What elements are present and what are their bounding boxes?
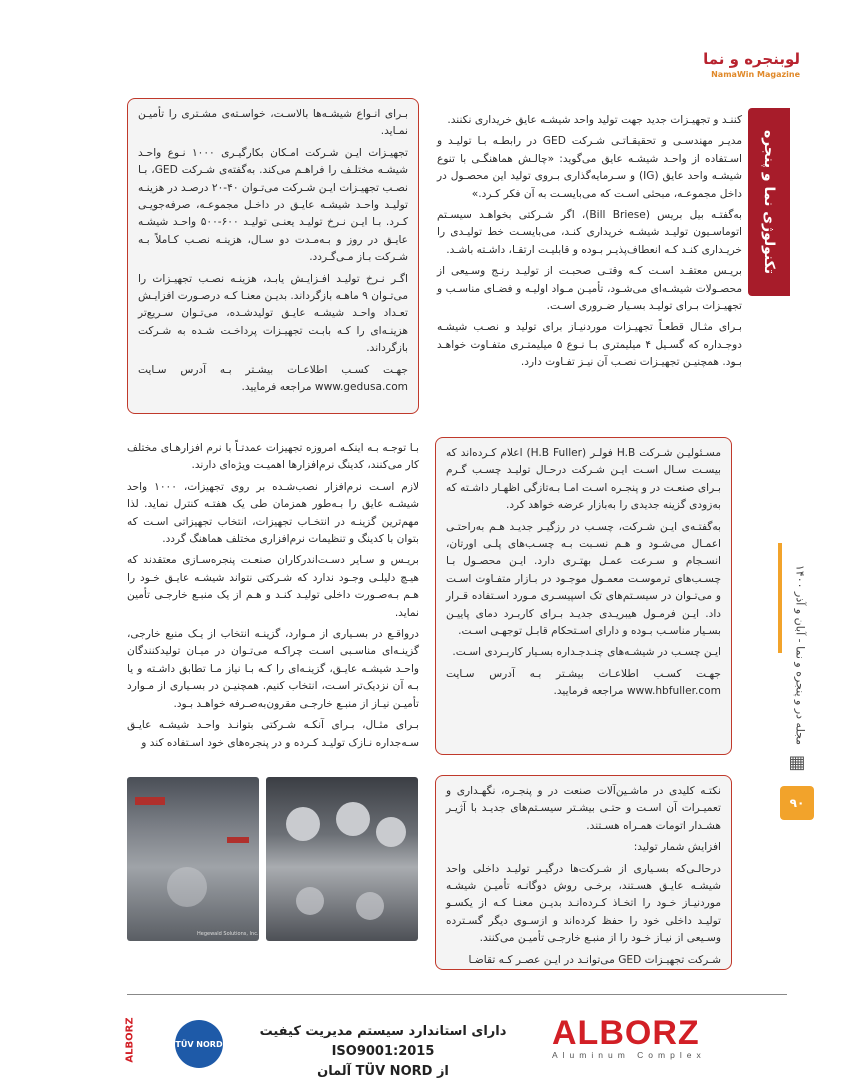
article-column-left-mid bbox=[127, 440, 419, 756]
paragraph: به‌گفتـه بیل بریس (Bill Briese)، اگر شـرکتی بخواهـد سیسـتم اتوماسـیون تولیـد شیشـه خریداری کنـد، می‌بایسـت خط تولیـدی را خریـداری کنـد کـه انعطاف‌پذیـر بـوده و قابلیـت ارتقـا، داشـته باشـد. bbox=[437, 209, 742, 256]
logo-sub-text: NamaWin Magazine bbox=[711, 70, 800, 79]
paragraph: درحالـی‌که بسـیاری از شـرکت‌ها درگیـر تولیـد داخلی واحد شیشـه عایـق هسـتند، برخـی روش دوگانـه تأمیـن شیشـه موردنیـاز خـود را اتخـاذ کـرده‌انـد بدیـن معنـا کـه از یکسـو تولیـد داخلی خود را حفظ کرده‌اند و ازسـوی دیگر گسـترده وسـیعی از نیـاز خـود را از منبـع خارجـی تأمیـن می‌کنند. bbox=[446, 862, 721, 945]
side-logo-text: ALBORZ bbox=[124, 1017, 136, 1063]
paragraph: نکتـه کلیدی در ماشـین‌آلات صنعت در و پنجـره، نگهـداری و تعمیـرات آن اسـت و حتـی بیشـتر سیسـتم‌های جدیـد با آژیـر هشـدار اتومات همـراه هسـتند. bbox=[446, 785, 721, 832]
paragraph: لازم اسـت نرم‌افزار نصب‌شـده بر روی تجهیزات، ۱۰۰۰ واحد شیشـه عایق را بـه‌طور همزمان طی یک هفتـه کنترل نماید. لذا مهم‌ترین گزینـه در انتخـاب تجهیزات، انتخاب تجهیزاتی اسـت که بتوان با کدینگ و تنظیمات نرم‌افزاری مختلف هماهنگ گردد. bbox=[127, 480, 419, 546]
website-line bbox=[138, 362, 408, 397]
paragraph: بـرای مثـال قطعـاً تجهیـزات موردنیـاز برای تولید و نصـب شیشـه دوجـداره که گسـیل ۴ میلیمتری بـا نـوع ۵ میلیمتـری متفـاوت خواهـد بـود. همچنیـن تجهیـزات نصـب آن نیـز تفـاوت دارد. bbox=[437, 321, 742, 369]
website-link[interactable]: www.gedusa.com bbox=[314, 381, 408, 394]
issue-info-text: مجله در و پنجره و نما - آبان و آذر ۱۴۰۰ bbox=[793, 564, 807, 746]
link-prefix: جهـت کسـب اطلاعـات بیشـتر بـه آدرس سـایت bbox=[138, 363, 408, 376]
iso-line-2: از TÜV NORD آلمان bbox=[317, 1064, 449, 1079]
info-box-hbfuller bbox=[435, 437, 732, 755]
paragraph: مدیـر مهندسـی و تحقیقـاتـی شـرکت GED در رابطـه بـا تولیـد و اسـتفاده از واحـد شیشـه عایق می‌گوید: «چالـش هماهنگـی با تنوع شیشـه واحد عایق (IG) و سـرمایه‌گذاری بـروی تولید این محصـول در داخل مجموعـه، مبحثی اسـت که می‌بایسـت به آن فکر کـرد.» bbox=[437, 135, 742, 200]
link-suffix: مراجعه فرمایید. bbox=[553, 685, 624, 698]
paragraph: بـرای مثـال، بـرای آنکـه شـرکتی بتوانـد واحـد شیشـه عایـق سـه‌جداره نـازک تولیـد کـرده و در پنجره‌های خود اسـتفاده کند و bbox=[127, 719, 419, 749]
paragraph: به‌گفتـه‌ی ایـن شـرکت، چسـب در رزگیـر جدیـد هـم به‌راحتـی اعمـال می‌شـود و هـم نسـبت بـه چسـب‌های پلـی اورتان، انسـجام و سـرعت عمـل بهتـری دارد. ایـن محصـول بـا چسـب‌های ترموسـت معمـول موجـود در بـازار متفـاوت اسـت و می‌تـوان در سیسـتم‌های تک اسپیسـری مـورد اسـتفاده قـرار داد. ایـن فرمـول هیبریـدی جدیـد بـرای کاربـرد دمای پاییـن بسـیار مناسـب بـوده و دارای اسـتحکام قابـل توجهـی اسـت. bbox=[446, 520, 721, 638]
iso-certification bbox=[228, 1022, 538, 1080]
paragraph: تجهیـزات ایـن شـرکت امـکان بکارگیـری ۱۰۰۰ نـوع واحـد شیشـه مختلـف را فراهـم می‌کند. به‌گفته‌ی شـرکت GED، بـا نصـب تجهیـزات ایـن شـرکت می‌تـوان ۴۰-۲۰ درصـد در هزینـه تولیـد واحـد شیشـه عایـق در داخـل مجموعـه، صرفه‌جویـی کـرد. بـا ایـن نـرخ تولیـد یعنـی تولیـد ۶۰۰-۵۰۰ واحـد شیشـه عایـق در روز و بـه‌مـدت دو سـال، هزینـه نصـب کـاملاً بـه شـرکت بـاز مـی‌گـردد. bbox=[138, 146, 408, 264]
window-icon: ▦ bbox=[788, 752, 806, 773]
paragraph: بریـس معتقـد اسـت کـه وقتـی صحبـت از تولیـد رنـج وسـیعی از محصـولات شیشـه‌ای می‌شـود، تأمیـن مـواد اولیـه و فضـای مناسـب و تجهیـزات بـرای تولیـد بسـیار ضـروری اسـت. bbox=[437, 265, 742, 313]
issue-info bbox=[790, 560, 810, 750]
photo-caption: Hegewald Solutions, Inc. bbox=[197, 931, 259, 937]
magazine-logo bbox=[640, 50, 800, 86]
alborz-tagline: Aluminum Complex bbox=[552, 1050, 706, 1060]
paragraph: شـرکت تجهیـزات GED می‌توانـد در ایـن عصـر کـه تقاضـا bbox=[468, 953, 721, 966]
alborz-ad-logo bbox=[552, 1016, 732, 1062]
link-suffix: مراجعه فرمایید. bbox=[241, 381, 312, 394]
alborz-wordmark: ALBORZ bbox=[552, 1014, 700, 1052]
paragraph: مسـئولیـن شـرکت H.B فولـر (H.B Fuller) اعلام کـرده‌اند که بیسـت سـال اسـت ایـن شـرکت درحـال تولیـد چسـب گـرم بـرای صنعـت در و پنجـره اسـت امـا بـه‌تازگی اظهـار داشـته که به‌زودی گزینه جدیدی را به‌بازار عرضه خواهد کرد. bbox=[446, 447, 721, 512]
paragraph: کننـد و تجهیـزات جدید جهت تولید واحد شیشـه عایق خریداری نکنند. bbox=[447, 114, 742, 126]
iso-line-1: دارای استاندارد سیستم مدیریت کیفیت ISO9001:2015 bbox=[259, 1024, 507, 1059]
paragraph: بـا توجـه بـه اینکـه امروزه تجهیزات عمدتـاً با نرم افزارهـای مختلف کار می‌کنند، کدینگ نرم‌افزارها اهمیـت ویژه‌ای دارند. bbox=[127, 442, 419, 472]
paragraph: اگـر نـرخ تولیـد افـزایـش یابـد، هزینـه نصـب تجهیـزات را می‌تـوان ۹ ماهـه بازگرداند. بدیـن معنـا کـه درصـورت افزایـش تعـداد واحـد شیشـه عایـق تولیدشـده، می‌تـوان سـریع‌تر هزینـه‌ای را کـه بابـت تجهیـزات پرداخـت شـده به شـرکت بازگرداند. bbox=[137, 272, 408, 355]
footer-divider bbox=[127, 994, 787, 995]
footer-side-logo bbox=[122, 1010, 138, 1070]
paragraph: بـرای انـواع شیشـه‌ها بالاسـت، خواسـته‌ی مشـتری را تأمیـن نمـاید. bbox=[138, 108, 408, 138]
paragraph: ایـن چسـب در شیشـه‌های چنـدجـداره بسـیار کاربـردی اسـت. bbox=[452, 646, 721, 659]
tuv-nord-badge: TÜV NORD bbox=[175, 1020, 223, 1068]
side-accent-bar bbox=[778, 543, 782, 653]
factory-photo-right bbox=[266, 777, 418, 941]
paragraph: درواقـع در بسـیاری از مـوارد، گزینـه انتخاب از یـک منبع خارجی، گزینـه‌ای مناسـبی اسـت چراکـه می‌تـوان در میـان تولیدکنندگان واحـد شیشـه عایـق، گزینـه‌ای را کـه بـا نیاز مـا تطابق داشـته و یا بـه آن نزدیک‌تر اسـت، انتخاب کنیم. همچنیـن در بسـیاری از مـوارد تأمیـن نیـاز از منبـع خارجـی مقرون‌به‌صـرفه خواهـد بـود. bbox=[127, 628, 419, 710]
website-link[interactable]: www.hbfuller.com bbox=[626, 685, 721, 698]
paragraph: بریـس و سـایر دسـت‌اندرکاران صنعـت پنجره‌سـازی معتقدند که هیـچ دلیلـی وجـود ندارد که شـرکتی نتواند شیشـه عایـق خـود را هـم بـه‌صـورت داخلی تولیـد کنـد و هـم از یک منبـع خارجـی تأمین نماید. bbox=[127, 554, 419, 619]
article-column-right-top bbox=[437, 112, 742, 376]
section-tab bbox=[748, 108, 790, 296]
section-title: تکنولوژی نما و پنجره bbox=[761, 129, 777, 275]
info-box-key-point bbox=[435, 775, 732, 970]
link-prefix: جهـت کسـب اطلاعـات بیشـتر بـه آدرس سـایت bbox=[446, 667, 721, 680]
page-number: ۹۰ bbox=[780, 786, 814, 820]
logo-main-text: لوبنجره و نما bbox=[703, 50, 800, 68]
website-line bbox=[446, 666, 721, 701]
info-box-ged bbox=[127, 98, 419, 414]
subheading: افزایش شمار تولید: bbox=[633, 841, 721, 854]
factory-photo-left bbox=[127, 777, 259, 941]
